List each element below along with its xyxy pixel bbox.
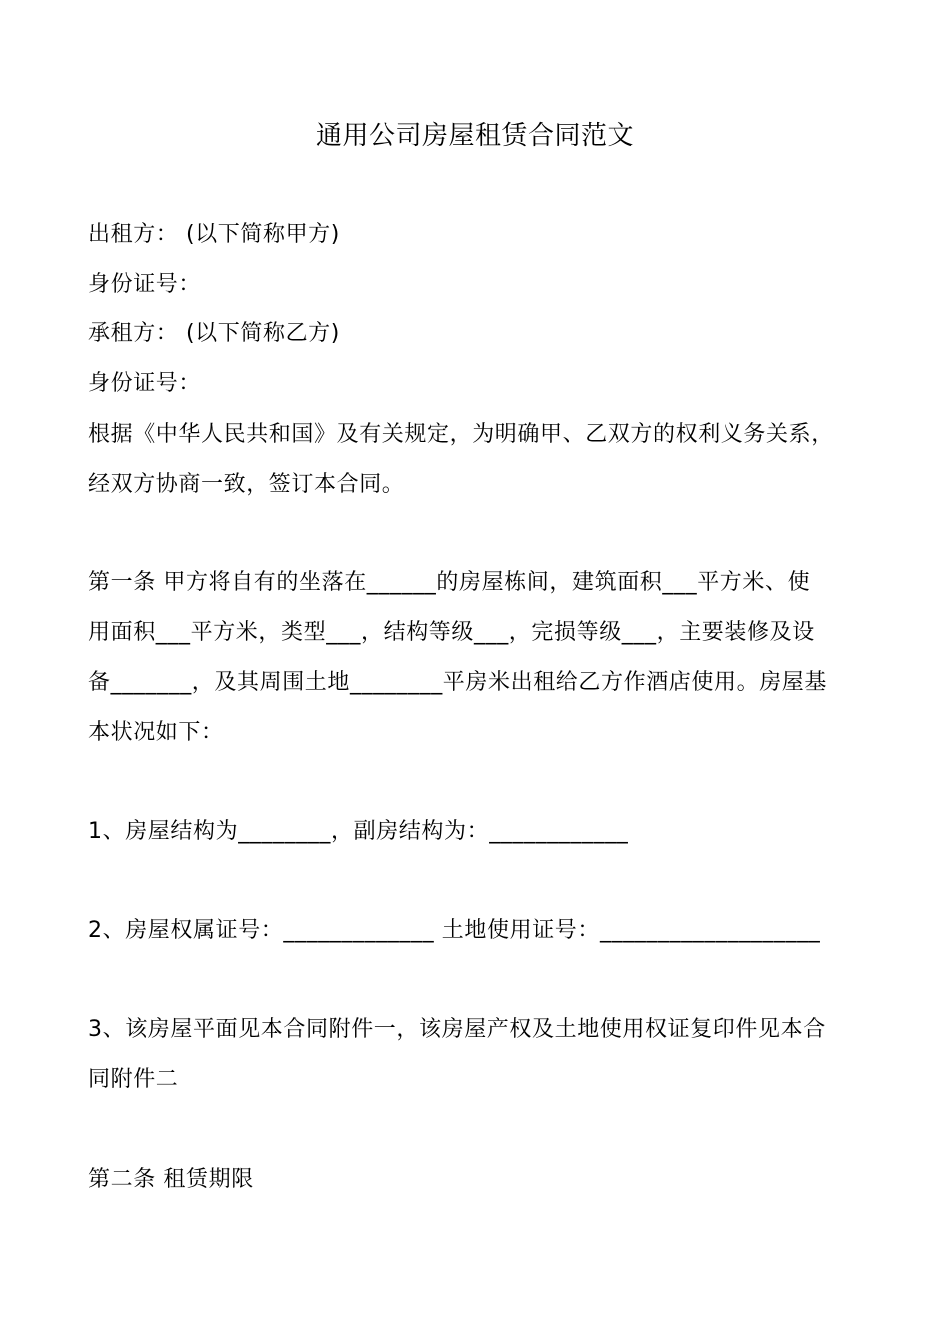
- lessor-line: 出租方： (以下简称甲方): [88, 222, 340, 247]
- article-1-line-1: 第一条 甲方将自有的坐落在______的房屋栋间，建筑面积___平方米、使: [88, 570, 811, 595]
- document-title: 通用公司房屋租赁合同范文: [315, 121, 634, 151]
- preamble-line-1: 根据《中华人民共和国》及有关规定，为明确甲、乙双方的权利义务关系，: [88, 422, 834, 447]
- lessee-line: 承租方： (以下简称乙方): [88, 321, 340, 346]
- lessee-id-line: 身份证号：: [88, 371, 202, 396]
- item-2-line: 2、房屋权属证号：_____________ 土地使用证号：___________________: [88, 918, 821, 943]
- item-1-line: 1、房屋结构为________，副房结构为：____________: [88, 819, 629, 844]
- article-1-line-4: 本状况如下：: [88, 720, 224, 745]
- article-1-line-3: 备_______，及其周围土地________平房米出租给乙方作酒店使用。房屋基: [88, 670, 828, 695]
- item-3-line-1: 3、该房屋平面见本合同附件一，该房屋产权及土地使用权证复印件见本合: [88, 1017, 826, 1042]
- lessor-id-line: 身份证号：: [88, 272, 202, 297]
- article-2-heading: 第二条 租赁期限: [88, 1167, 254, 1192]
- article-1-line-2: 用面积___平方米，类型___，结构等级___，完损等级___，主要装修及设: [88, 620, 815, 645]
- item-3-line-2: 同附件二: [88, 1067, 179, 1092]
- preamble-line-2: 经双方协商一致，签订本合同。: [88, 472, 405, 497]
